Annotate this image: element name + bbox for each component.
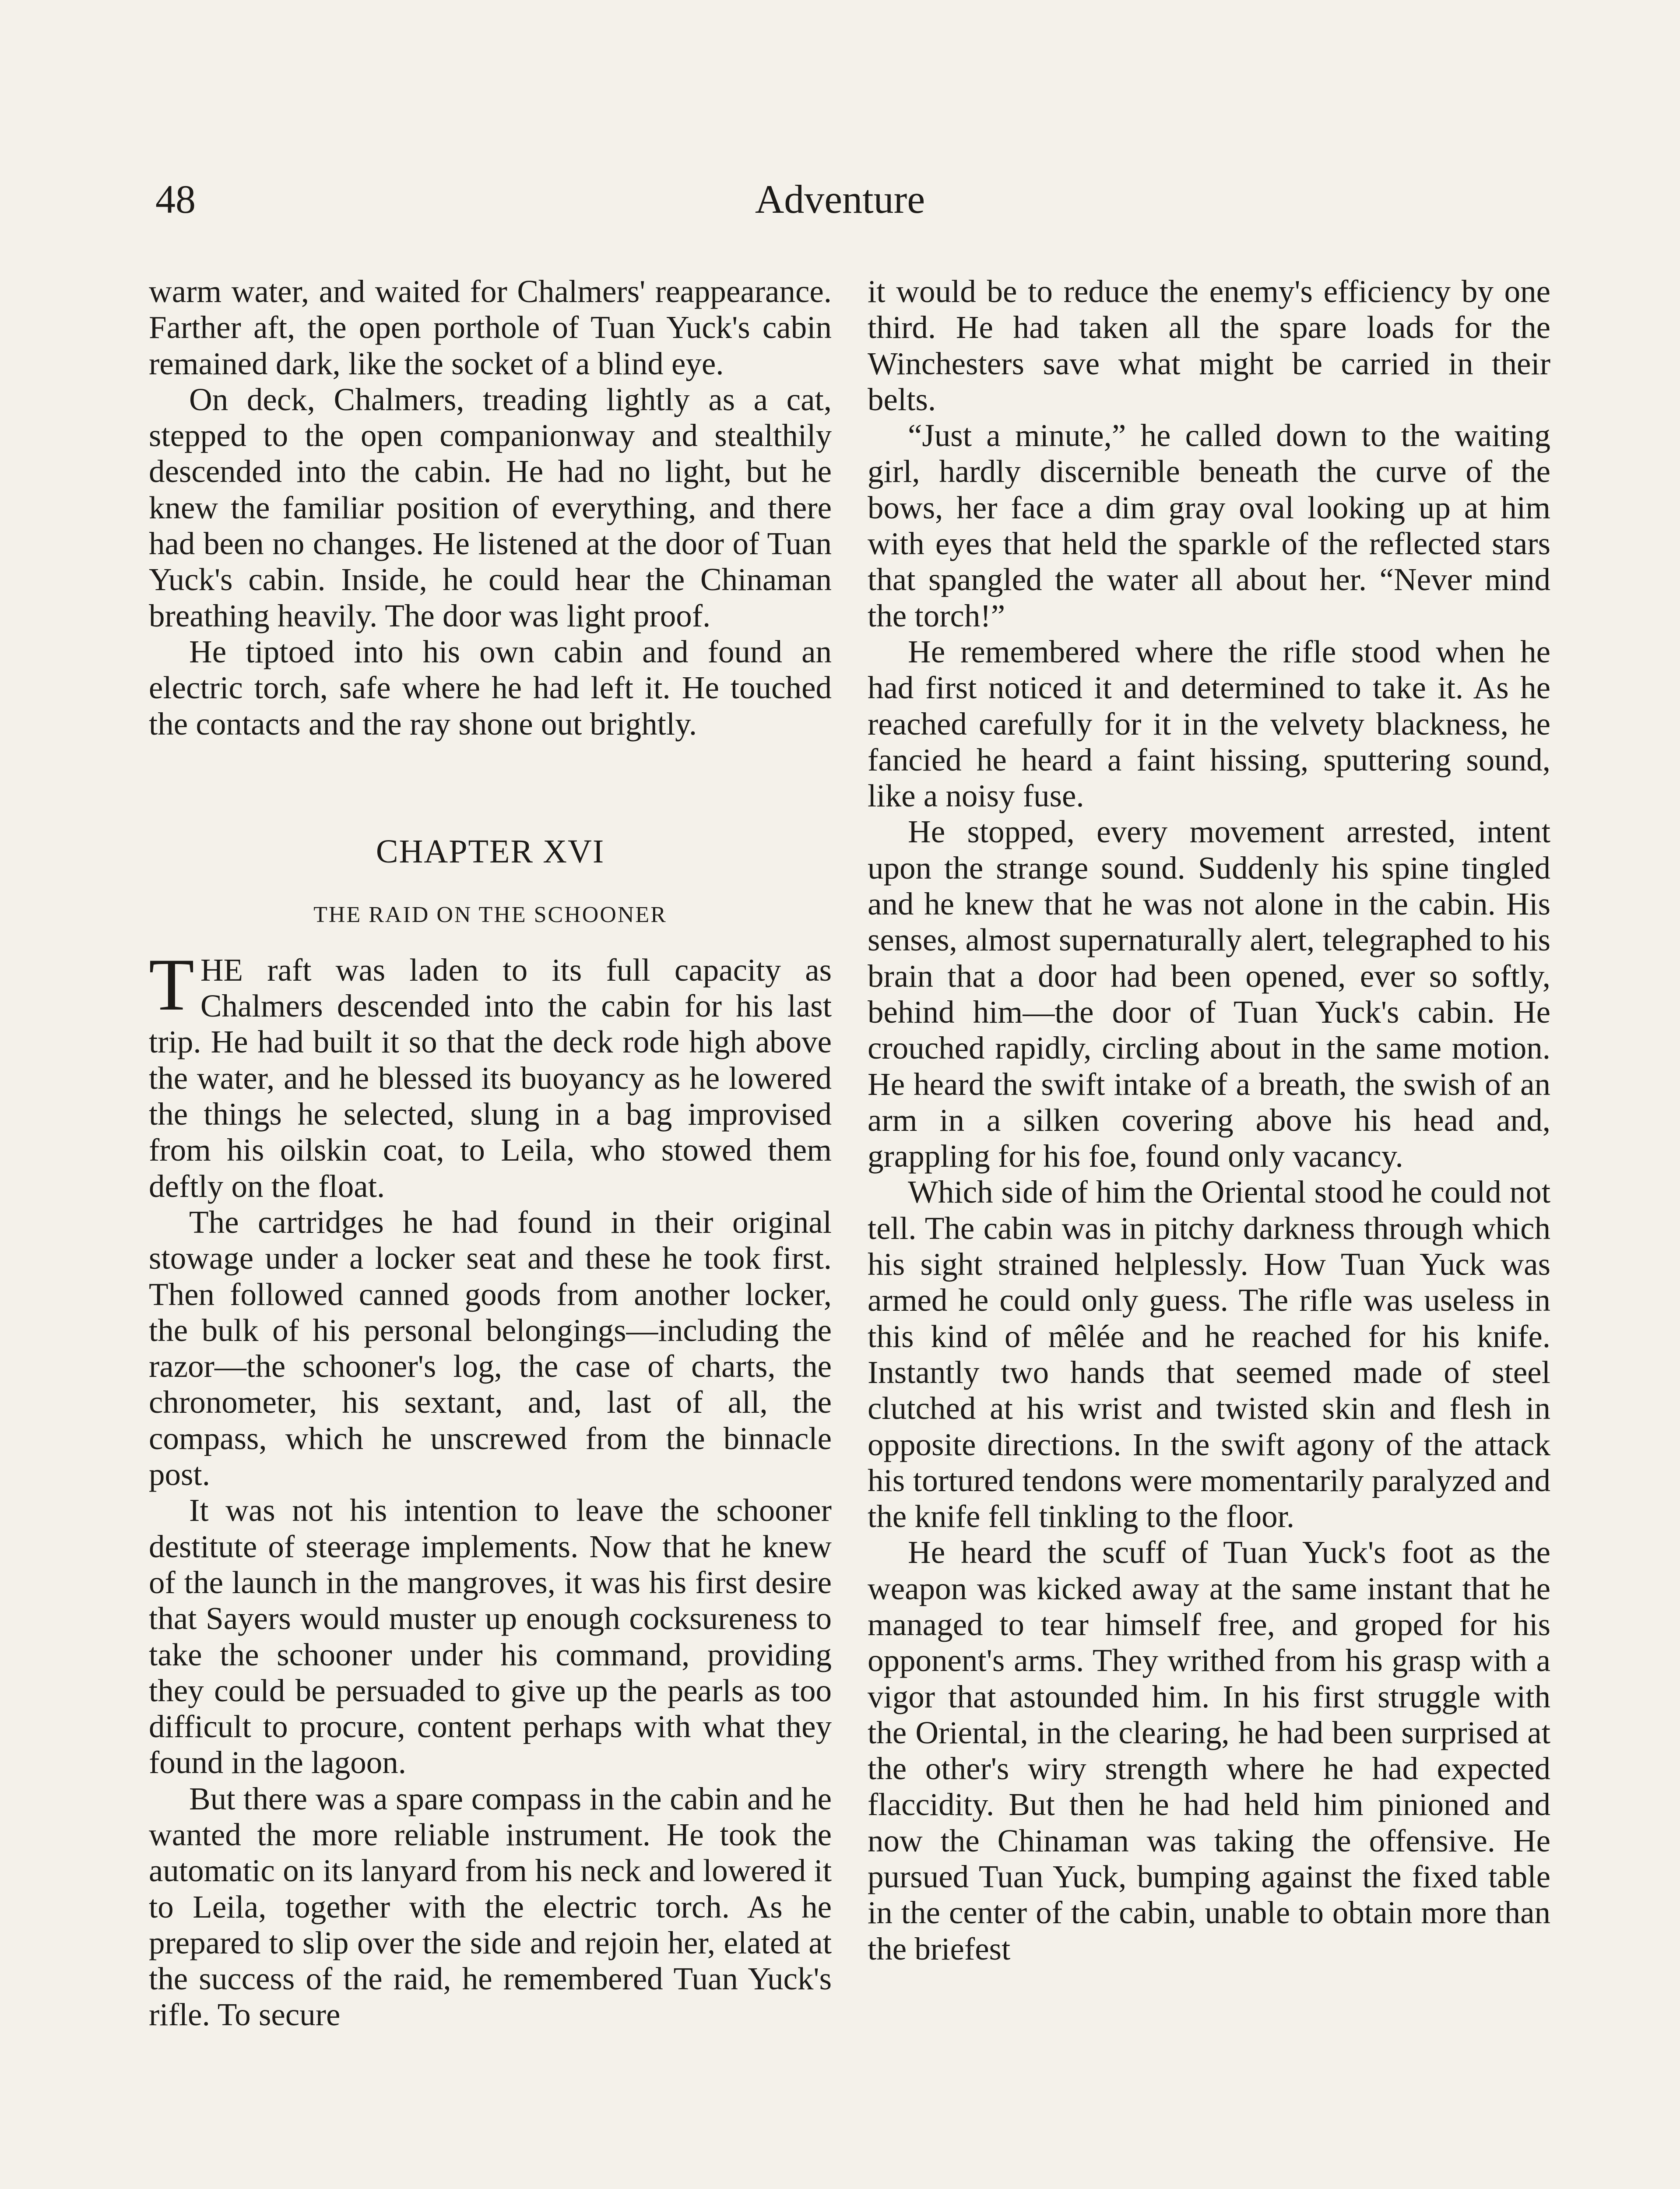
- paragraph: But there was a spare compass in the cabin and he wanted the more reliable instrument. He took the automatic on its lanyard from his neck and lowered it to Leila, together with the electric torch. As he prepared to slip over the side and rejoin her, elated at the success of the raid, he remembered Tuan Yuck's rifle. To secure: [149, 1781, 832, 2033]
- page-header: [0, 173, 1680, 234]
- chapter-title: CHAPTER XVI: [376, 833, 605, 870]
- paragraph: He tiptoed into his own cabin and found an electric torch, safe where he had left it. He touched the contacts and the ray shone out brightly.: [149, 633, 832, 742]
- drop-cap: T: [149, 943, 194, 1026]
- paragraph: The cartridges he had found in their original stowage under a locker seat and these he took first. Then followed canned goods from another locker, the bulk of his personal belongings—including the razor—the schooner's log, the case of charts, the chronometer, his sextant, and, last of all, the compass, which he unscrewed from the binnacle post.: [149, 1204, 832, 1492]
- paragraph: “Just a minute,” he called down to the waiting girl, hardly discernible beneath the curve of the bows, her face a dim gray oval looking up at him with eyes that held the sparkle of the reflected stars that spangled the water all about her. “Never mind the torch!”: [868, 418, 1550, 633]
- page-number: 48: [155, 177, 196, 222]
- paragraph-text: HE raft was laden to its full capacity as Chalmers descended into the cabin for his last trip. He had built it so that the deck rode high above the water, and he blessed its buoyancy as he lowered the things he selected, slung in a bag improvised from his oilskin coat, to Leila, who stowed them deftly on the float.: [149, 952, 832, 1204]
- paragraph: it would be to reduce the enemy's efficiency by one third. He had taken all the spare loads for the Winchesters save what might be carried in their belts.: [868, 274, 1550, 417]
- left-column: [149, 274, 832, 2033]
- paragraph: He remembered where the rifle stood when he had first noticed it and determined to take it. As he reached carefully for it in the velvety blackness, he fancied he heard a faint hissing, sputtering sound, like a noisy fuse.: [868, 633, 1550, 814]
- paragraph-dropcap: [149, 943, 832, 1204]
- paragraph: It was not his intention to leave the schooner destitute of steerage implements. Now that he knew of the launch in the mangroves, it was his first desire that Sayers would muster up enough cocksureness to take the schooner under his command, providing they could be persuaded to give up the pearls as too difficult to procure, content perhaps with what they found in the lagoon.: [149, 1492, 832, 1781]
- paragraph: On deck, Chalmers, treading lightly as a cat, stepped to the open companionway and stealthily descended into the cabin. He had no light, but he knew the familiar position of everything, and there had been no changes. He listened at the door of Tuan Yuck's cabin. Inside, he could hear the Chinaman breathing heavily. The door was light proof.: [149, 381, 832, 633]
- running-title: Adventure: [755, 177, 925, 222]
- right-column: [868, 274, 1550, 1967]
- paragraph: He heard the scuff of Tuan Yuck's foot as the weapon was kicked away at the same instant that he managed to tear himself free, and groped for his opponent's arms. They writhed from his grasp with a vigor that astounded him. In his first struggle with the Oriental, in the clearing, he had been surprised at the other's wiry strength where he had expected flaccidity. But then he had held him pinioned and now the Chinaman was taking the offensive. He pursued Tuan Yuck, bumping against the fixed table in the center of the cabin, unable to obtain more than the briefest: [868, 1534, 1550, 1967]
- paragraph: warm water, and waited for Chalmers' reappearance. Farther aft, the open porthole of Tuan Yuck's cabin remained dark, like the socket of a blind eye.: [149, 274, 832, 381]
- chapter-subtitle: THE RAID ON THE SCHOONER: [313, 902, 667, 927]
- paragraph: Which side of him the Oriental stood he could not tell. The cabin was in pitchy darkness through which his sight strained helplessly. How Tuan Yuck was armed he could only guess. The rifle was useless in this kind of mêlée and he reached for his knife. Instantly two hands that seemed made of steel clutched at his wrist and twisted skin and flesh in opposite directions. In the swift agony of the attack his tortured tendons were momentarily paralyzed and the knife fell tinkling to the floor.: [868, 1174, 1550, 1534]
- paragraph: He stopped, every movement arrested, intent upon the strange sound. Suddenly his spine tingled and he knew that he was not alone in the cabin. His senses, almost supernaturally alert, telegraphed to his brain that a door had been opened, ever so softly, behind him—the door of Tuan Yuck's cabin. He crouched rapidly, circling about in the same motion. He heard the swift intake of a breath, the swish of an arm in a silken covering above his head and, grappling for his foe, found only vacancy.: [868, 814, 1550, 1174]
